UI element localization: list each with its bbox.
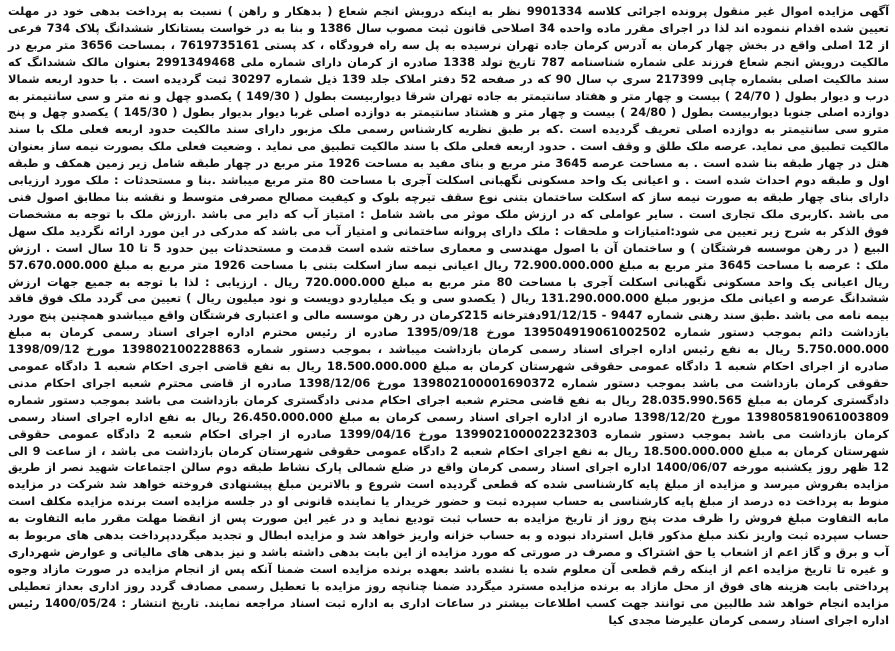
- auction-notice-text: آگهی مزایده اموال غیر منقول پرونده اجرائی کلاسه 9901334 نظر به اینکه دروبش انجم شعاع ( بدهکار و راهن ) نسبت به پرداخت بدهی خود در مهلت تعیین شده اقدام ننموده اند لذا در اجرای مقرر ماده واحده 34 اصلاحی قانون ثبت مصوب سال 1386 و بنا به در خواست بستانکار ششدانگ پلاک 734 فرعی از 12 اصلی واقع در بخش چهار کرمان به آدرس کرمان جاده تهران نرسیده به پل سه راه فرودگاه ، کد پستی 7619735161 ، بمساحت 3656 متر مربع در مالکیت درویش انجم شعاع فرزند علی شماره شناسنامه 787 تاریخ تولد 1338 صادره از کرمان دارای شماره ملی 2991349468 بعنوان مالک ششدانگ که سند مالکیت اصلی بشماره چاپی 217399 سری پ سال 90 که در صفحه 52 دفتر املاک جلد 139 ذیل شماره 30297 ثبت گردیده است . با حدود اربعه شمالا درب و دیوار بطول ( 24/70 ) بیست و چهار متر و هفتاد سانتیمتر به جاده تهران شرقا دیواربیست بطول ( 149/30 ) یکصدو چهل و نه متر و سی سانتیمتر به دوازده اصلی جنوبا دیواربیست بطول ( 24/80 ) بیست و چهار متر و هشتاد سانتیمتر به دوازده اصلی غربا دیوار بدیوار بطول ( 145/30 ) یکصدو چهل و پنج مترو سی سانتیمتر به دوازده اصلی تعریف گردیده است .که بر طبق نظریه کارشناس رسمی ملک مزبور دارای سند مالکیت حدود اربعه فعلی ملک با سند مالکیت تطبیق می نماید. عرصه ملک طلق و وقف است . حدود اربعه فعلی ملک با سند مالکیت تطبیق می نماید . وضعیت فعلی ملک بصورت نیمه ساز بعنوان هتل در چهار طبقه بنا شده است . به مساحت عرصه 3645 متر مربع و بنای مفید به مساحت 1926 متر مربع در چهار طبقه شامل زیر زمین همکف و طبقه اول و طبقه دوم احداث شده است . و اعیانی یک واحد مسکونی نگهبانی اسکلت آجری با مساحت 80 متر مربع میباشد .بنا و مستحدثات : ملک مورد ارزیابی دارای بنای چهار طبقه به صورت نیمه ساز که اسکلت ساختمان بتنی نوع سقف تیرچه بلوک و کیفیت مصالح مصرفی متوسط و نقشه بنا مطابق اصول فنی می باشد .کاربری ملک تجاری است . سایر عواملی که در ارزش ملک موثر می باشد شامل : امتیاز آب که دایر می باشد .ارزش ملک با توجه به مشخصات فوق الذکر به شرح زیر تعیین می شود:امتیازات و ملحقات : ملک دارای پروانه ساختمانی و امتیاز آب می باشد که مدرکی در این مورد ارائه نگردید ملک سهل البیع ( در رهن موسسه فرشتگان ) و ساختمان آن با اصول مهندسی و معماری ساخته شده است قدمت و مستحدثات بین حدود 5 تا 10 سال است . ارزش ملک : عرصه با مساحت 3645 متر مربع به مبلغ 72.900.000.000 ریال اعیانی نیمه ساز اسکلت بتنی با مساحت 1926 متر مربع به مبلغ 57.670.000.000 ریال اعیانی یک واحد مسکونی نگهبانی اسکلت آجری با مساحت 80 متر مربع به مبلغ 720.000.000 ریال . ارزیابی : لذا با توجه به جمیع جهات ارزش ششدانگ عرصه و اعیانی ملک مزبور مبلغ 131.290.000.000 ریال ( یکصدو سی و یک میلیاردو دویست و نود میلیون ریال ) تعیین می گردد ملک فوق فاقد بیمه نامه می باشد .طبق سند رهنی شماره 9447 - 91/12/15دفترخانه 215کرمان در رهن موسسه مالی و اعتباری فرشتگان واقع میباشدو همچنین پنج مورد بازداشت دائم بموجب دستور شماره 139504919061002502 مورخ 1395/09/18 صادره از رئیس محترم اداره اجرای اسناد رسمی کرمان به مبلغ 5.750.000.000 ریال به نفع رئیس اداره اجرای اسناد رسمی کرمان بازداشت میباشد ، بموجب دستور شماره 139802100228863 مورخ 1398/09/12 صادره از اجرای احکام شعبه 1 دادگاه عمومی حقوقی شهرستان کرمان به مبلغ 18.500.000.000 ریال به نفع قاضی اجری احکام شعبه 1 دادگاه عمومی حقوقی کرمان بازداشت می باشد بموجب دستور شماره 139802100001690372 مورخ 1398/12/06 صادره از قاضی محترم شعبه اجرای احکام مدنی دادگستری کرمان به مبلغ 28.035.990.565 ریال به نفع قاضی محترم شعبه اجرای احکام مدنی دادگستری کرمان بازداشت می باشد بموجب دستور شماره 139805819061003809 مورخ 1398/12/20 صادره از اداره اجرای اسناد رسمی کرمان به مبلغ 26.450.000.000 ریال به نفع اداره اجرای اسناد رسمی کرمان بازداشت می باشد بموجب دستور شماره 139902100002232303 مورخ 1399/04/16 صادره از اجرای احکام شعبه 2 دادگاه عمومی حقوقی شهرستان کرمان به مبلغ 18.500.000.000 ریال به نفع اجرای احکام شعبه 2 دادگاه عمومی حقوقی شهرستان کرمان بازداشت می باشد ، از ساعت 9 الی 12 ظهر روز یکشنبه مورخه 1400/06/07 اداره اجرای اسناد رسمی کرمان واقع در ضلع شمالی پارک نشاط طبقه دوم سالن اجتماعات شهید نصر از طریق مزایده بفروش میرسد و مزایده از مبلغ پایه کارشناسی شده که قطعی گردیده است شروع و بالاترین مبلغ پیشنهادی فروخته خواهد شد شرکت در مزایده منوط به پرداخت ده درصد از مبلغ پایه کارشناسی به حساب سپرده ثبت و حضور خریدار یا نماینده قانونی او در جلسه مزایده است برنده مزایده مکلف است مابه التفاوت مبلغ فروش را ظرف مدت پنج روز از تاریخ مزایده به حساب ثبت تودیع نماید و در غیر این صورت پس از انقضا مهلت مقرر مابه التفاوت به حساب سپرده ثبت واریز نکند مبلغ مذکور قابل استرداد نبوده و به حساب خزانه واریز خواهد شد و مزایده ابطال و تجدید میگرددپرداخت بدهی های مربوط به آب و برق و گاز اعم از اشعاب یا حق اشتراک و مصرف در صورتی که مورد مزایده از این بابت بدهی داشته باشد و نیز بدهی های مالیاتی و عوارض شهرداری و غیره تا تاریخ مزایده اعم از اینکه رقم قطعی آن معلوم شده یا نشده باشد بعهده برنده مزایده است ضمنا آنکه پس از انجام مزایده در صورت مازاد وجوه پرداختی بابت هزینه های فوق از محل مازاد به برنده مزایده مسترد میگردد ضمنا چنانچه روز مزایده با تعطیل رسمی مصادف گردد روز اداری بعداز تعطیلی مزایده انجام خواهد شد طالبین می توانند جهت کسب اطلاعات بیشتر در ساعات اداری به اداره ثبت اسناد مراجعه نمایند. تاریخ انتشار : 1400/05/24 رئیس اداره اجرای اسناد رسمی کرمان علیرضا مجدی کیا: [8, 4, 890, 627]
